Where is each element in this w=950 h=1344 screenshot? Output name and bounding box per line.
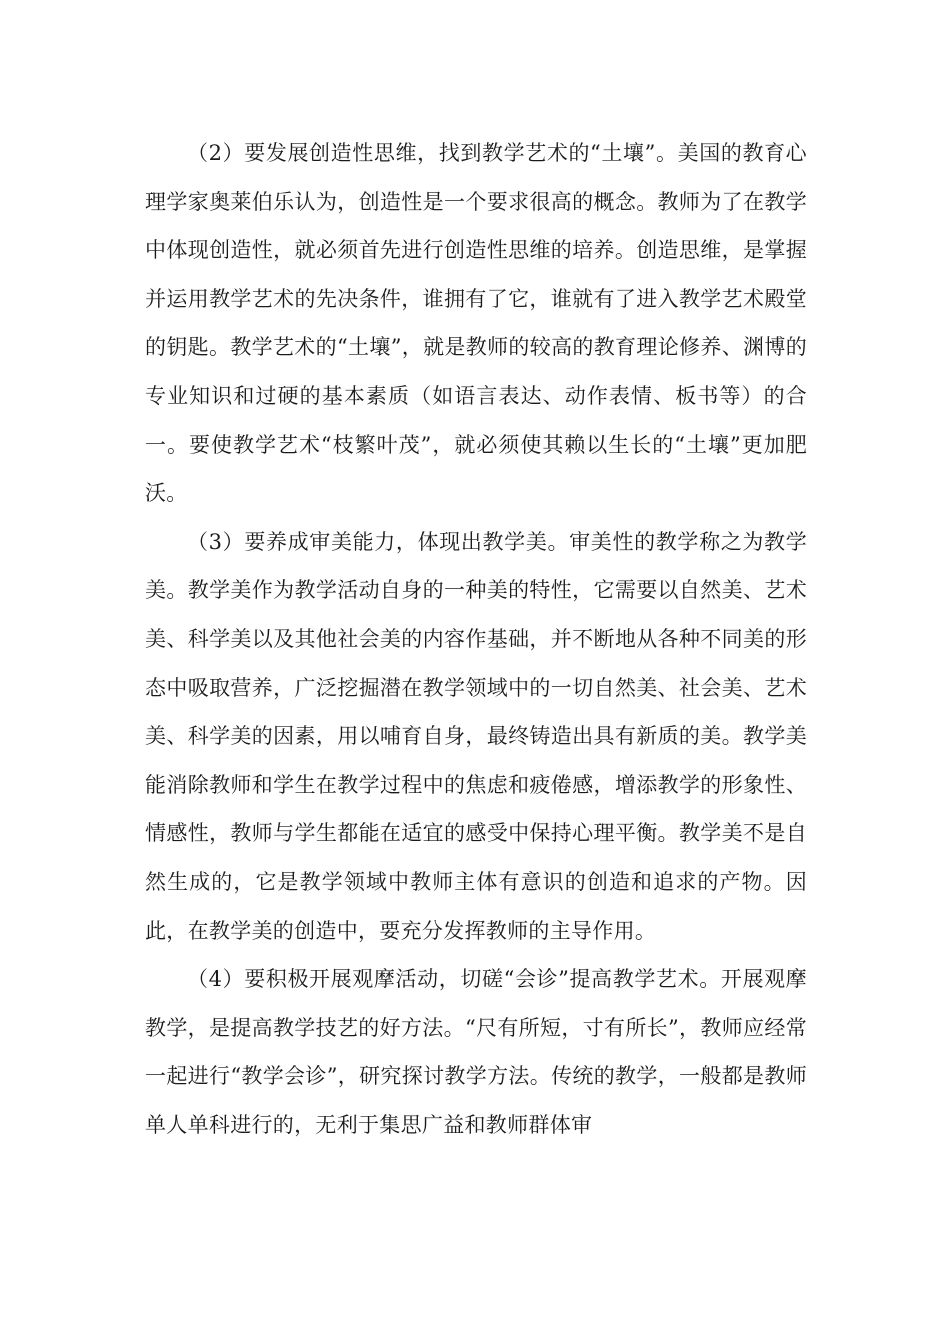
- document-body: [145, 129, 807, 1149]
- paragraph-teaching-aesthetics: （3）要养成审美能力，体现出教学美。审美性的教学称之为教学美。教学美作为教学活动自身的一种美的特性，它需要以自然美、艺术美、科学美以及其他社会美的内容作基础，并不断地从各种不同美的形态中吸取营养，广泛挖掘潜在教学领域中的一切自然美、社会美、艺术美、科学美的因素，用以哺育自身，最终铸造出具有新质的美。教学美能消除教师和学生在教学过程中的焦虑和疲倦感，增添教学的形象性、情感性，教师与学生都能在适宜的感受中保持心理平衡。教学美不是自然生成的，它是教学领域中教师主体有意识的创造和追求的产物。因此，在教学美的创造中，要充分发挥教师的主导作用。: [145, 529, 807, 943]
- paragraph-creative-thinking: （2）要发展创造性思维，找到教学艺术的“土壤”。美国的教育心理学家奥莱伯乐认为，创造性是一个要求很高的概念。教师为了在教学中体现创造性，就必须首先进行创造性思维的培养。创造思维，是掌握并运用教学艺术的先决条件，谁拥有了它，谁就有了进入教学艺术殿堂的钥匙。教学艺术的“土壤”，就是教师的较高的教育理论修养、渊博的专业知识和过硬的基本素质（如语言表达、动作表情、板书等）的合一。要使教学艺术“枝繁叶茂”，就必须使其赖以生长的“土壤”更加肥沃。: [145, 141, 807, 506]
- paragraph-observation-activities: （4）要积极开展观摩活动，切磋“会诊”提高教学艺术。开展观摩教学，是提高教学技艺的好方法。“尺有所短，寸有所长”，教师应经常一起进行“教学会诊”，研究探讨教学方法。传统的教学，一般都是教师单人单科进行的，无利于集思广益和教师群体审: [145, 967, 807, 1137]
